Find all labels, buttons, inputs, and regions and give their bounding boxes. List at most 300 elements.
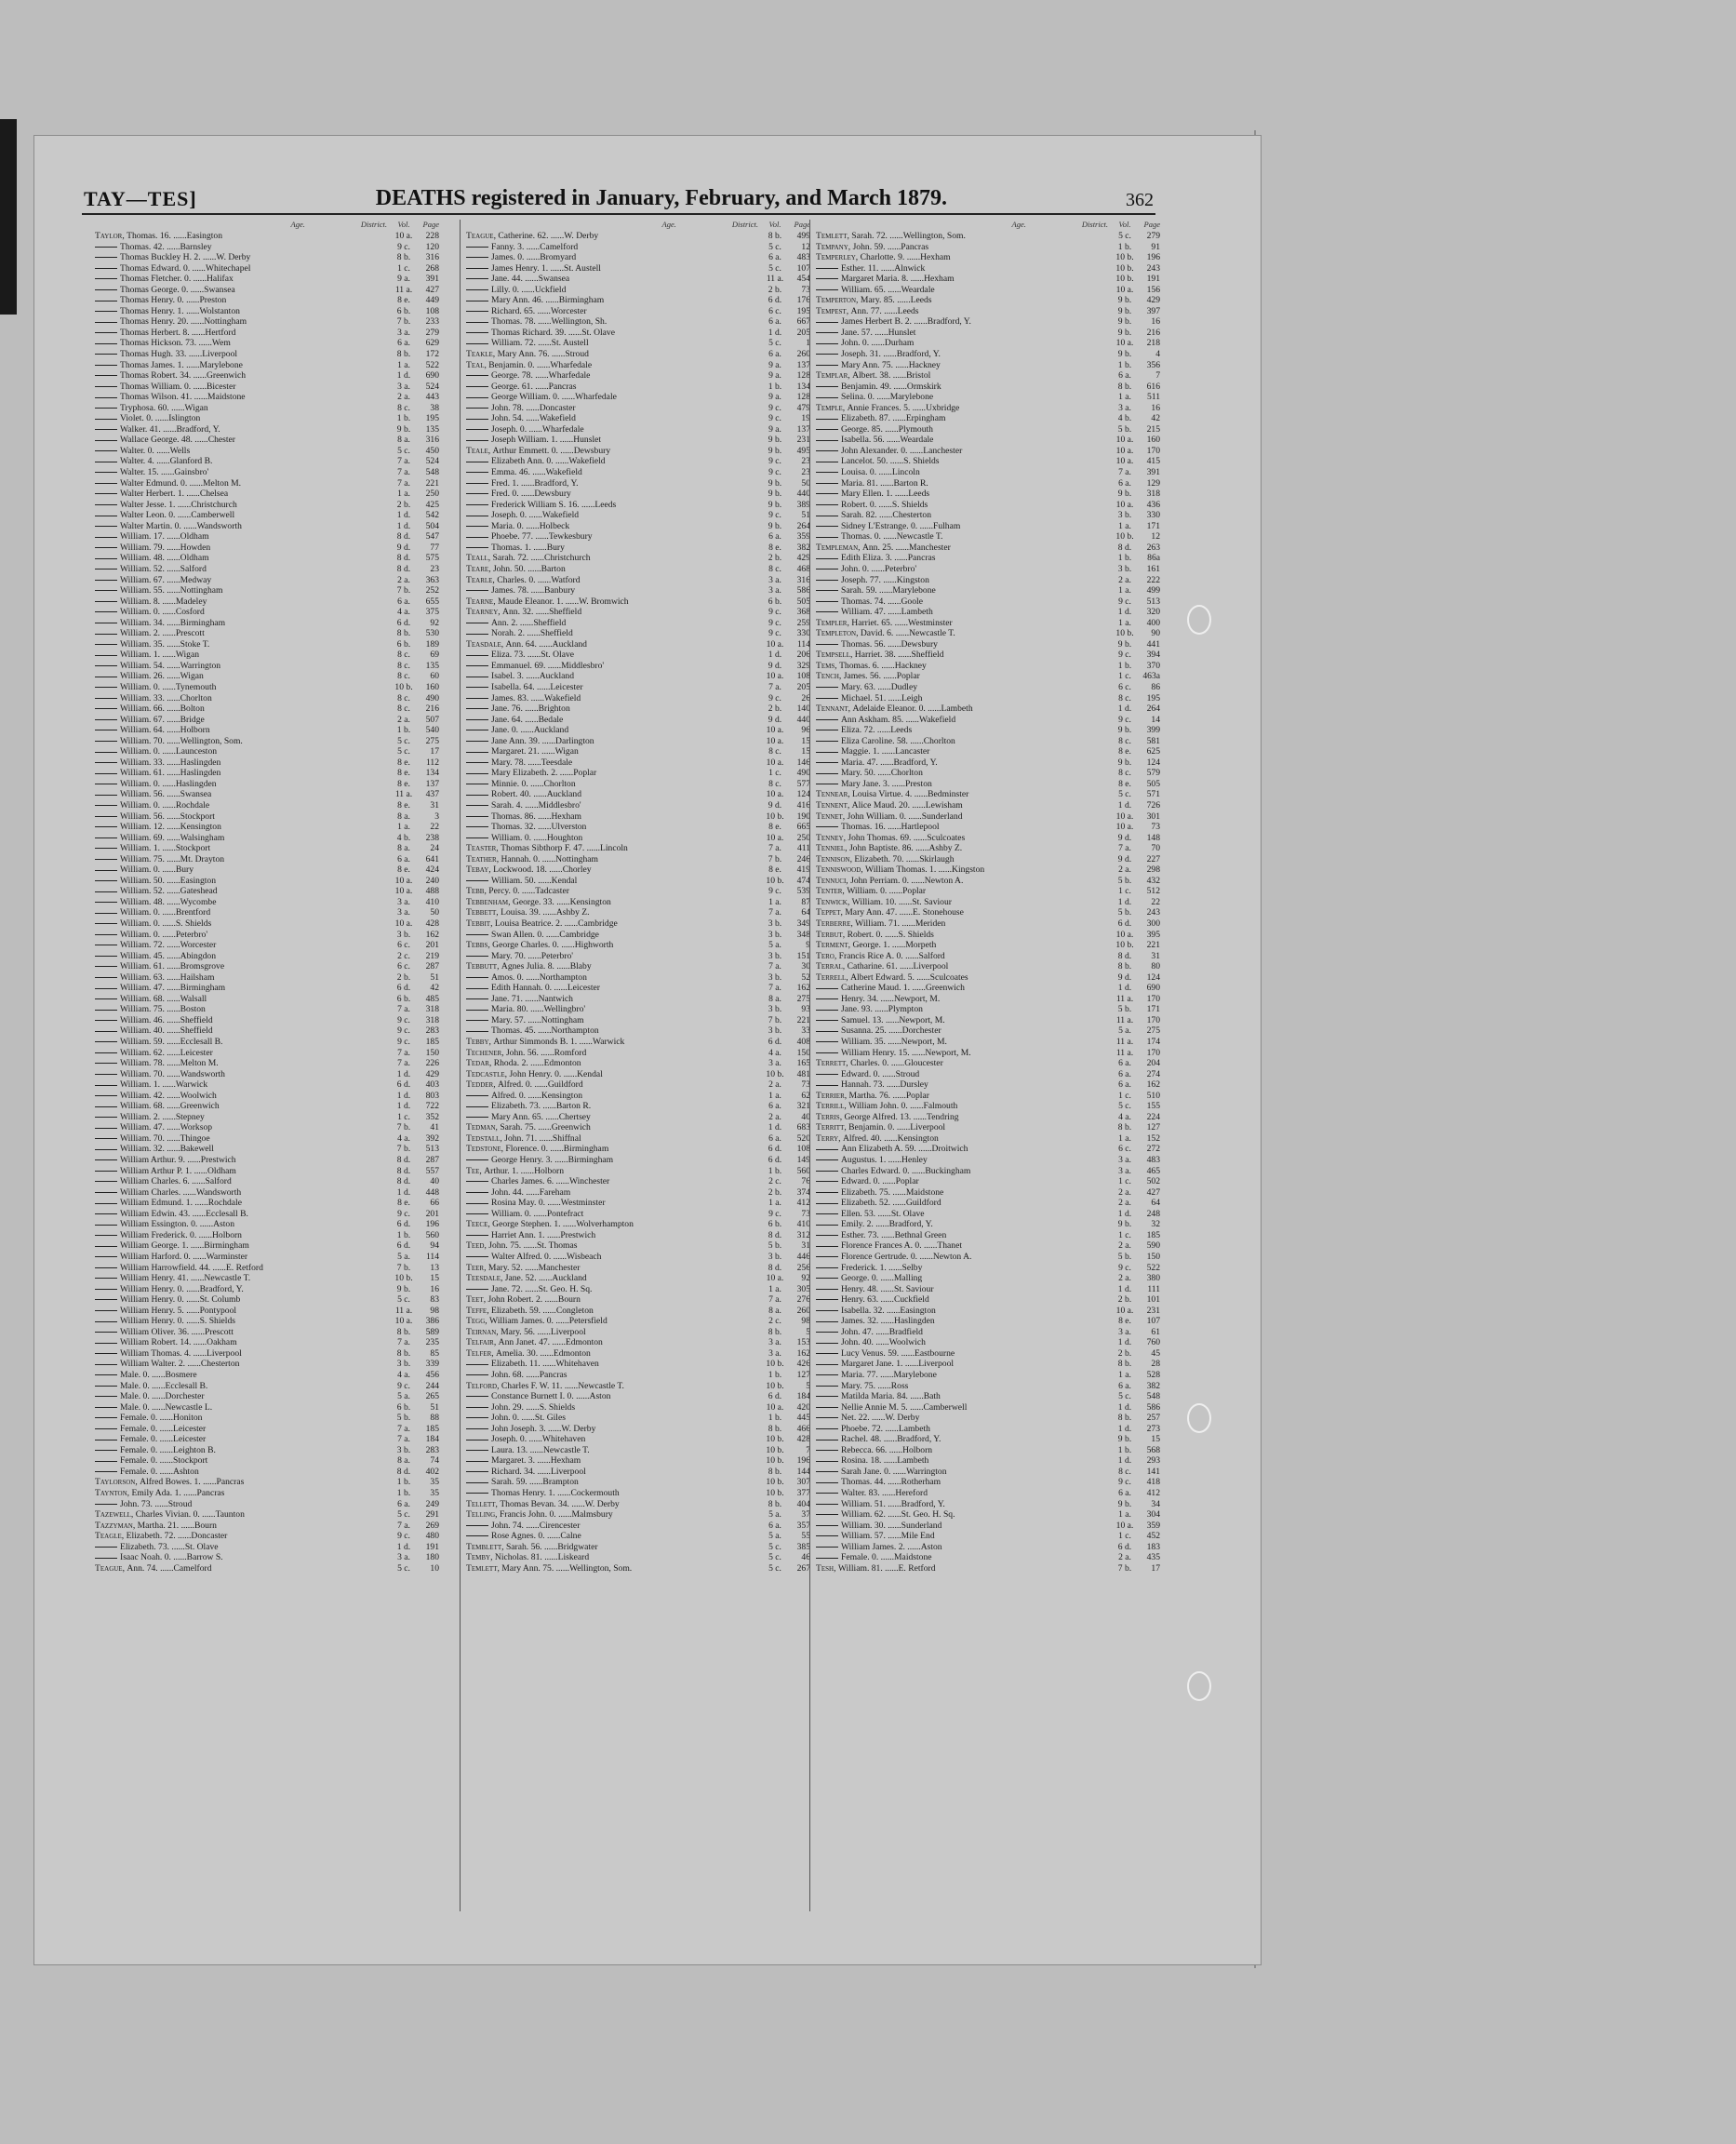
age: 72. [517,553,531,564]
district: ......Bury [162,864,194,876]
register-entry [466,940,810,951]
volume: 7 a. [1118,843,1131,854]
age: 72. [153,940,167,951]
entry-text [816,650,1114,661]
given-names: Maria. [841,477,867,489]
entry-text [466,553,764,564]
given-names: Walter Martin. [120,520,175,531]
ditto-dash [466,634,488,635]
given-names: Joseph. [491,423,520,435]
district: ......Marylebone [876,392,934,403]
district: ......Ecclesall B. [152,1380,208,1391]
register-entry [95,961,439,972]
given-names: Joseph William. [491,435,552,446]
given-names: William. [120,704,154,715]
ditto-dash [466,977,488,978]
ditto-dash [95,1031,117,1032]
register-entry [466,263,810,275]
page-ref: 250 [425,489,439,500]
register-entry [466,1144,810,1155]
entry-text [95,1467,393,1478]
ditto-dash [95,1547,117,1548]
page-ref: 180 [425,1552,439,1563]
age: 43. [179,1208,193,1219]
page-ref: 35 [430,1477,439,1488]
entry-text [466,1284,764,1295]
register-entry [466,596,810,608]
district: ......Kensington [527,1090,583,1101]
district: ......Sunderland [908,811,963,822]
page-ref: 411 [796,843,810,854]
volume: 5 c. [768,262,781,274]
surname: Tedman, [466,1122,501,1133]
age: 0. [899,811,909,822]
page-ref: 32 [1151,1219,1160,1230]
district: ......Stroud [551,349,589,360]
district: ......Doncaster [178,1531,228,1542]
given-names: Sarah. [505,1541,531,1552]
volume: 9 b. [1117,757,1132,768]
volume: 9 a. [768,423,781,435]
age: 40. [519,789,534,800]
age: 0. [153,681,163,692]
district: ......Worksop [167,1122,213,1133]
surname: Tempest, [816,305,851,316]
given-names: Male. [120,1391,143,1402]
given-names: Male. [120,1369,143,1380]
volume: 3 b. [768,1004,782,1015]
register-entry [95,1381,439,1392]
page-ref: 98 [430,1305,439,1316]
age: 1. [879,1155,888,1166]
district: ......Petersfield [555,1316,608,1327]
page-ref: 402 [425,1466,439,1477]
volume: 6 c. [1118,1144,1131,1155]
given-names: Sarah. [841,585,866,596]
entry-text [95,316,393,328]
page-ref: 522 [425,359,439,370]
ditto-dash [816,419,838,420]
given-names: Martha. [848,1090,880,1101]
volume: 8 d. [396,563,411,574]
volume: 8 e. [1118,778,1131,789]
district: ......Bradford, Y. [888,1498,945,1509]
given-names: Violet. [120,413,147,424]
surname: Taynton, [95,1487,132,1498]
age: 0. [142,1401,153,1413]
age: 47. [874,607,888,618]
surname: Tennison, [816,853,855,864]
volume: 1 d. [396,510,411,521]
age: 3. [885,553,895,564]
page-ref: 152 [1146,1132,1160,1144]
given-names: Albert Edward. [850,972,908,983]
register-entry [466,704,810,715]
volume: 9 a. [768,370,781,382]
surname: Tearney, [466,607,503,618]
page-ref: 86a [1147,553,1160,564]
given-names: Mary Ann. [845,907,887,918]
district: ......Leicester [159,1423,207,1434]
age: 74. [512,1520,527,1531]
entry-text [95,1037,393,1048]
register-entry [95,822,439,833]
page-ref: 483 [796,252,810,263]
volume: 9 c. [768,456,781,467]
district: ......Poplar [559,768,597,779]
register-entry [95,779,439,790]
page-ref: 348 [796,929,810,940]
register-entry [466,1455,810,1467]
age: 81. [871,1562,886,1574]
entry-text [95,907,393,918]
age: 0. [902,1165,912,1176]
age: 1. [168,499,178,510]
volume: 6 a. [768,349,781,360]
ditto-dash [95,386,117,387]
entry-text [816,403,1114,414]
age: 0. [541,1144,551,1155]
ditto-dash [816,1213,838,1214]
given-names: Thomas Robert. [120,370,180,382]
district: ......Ecclesall B. [192,1208,248,1219]
district: ......Islington [154,413,201,424]
surname: Teesdale, [466,1273,505,1284]
district: ......Pancras [183,1487,225,1498]
given-names: William. [120,822,154,833]
given-names: Thomas Hickson. [120,338,186,349]
age: 73. [140,1498,155,1509]
age: 55. [153,585,167,596]
volume: 8 d. [396,531,411,543]
age: 77. [869,574,884,585]
entry-text [466,521,764,532]
district: ......S. Shields [878,499,928,510]
ditto-dash [466,1417,488,1418]
district: ......St. Austell [538,338,589,349]
age: 0. [873,1176,883,1187]
district: ......Auckland [539,638,587,650]
surname: Tedar, [466,1058,494,1069]
entry-text [95,1144,393,1155]
volume: 6 d. [768,1037,782,1048]
entry-text [466,1455,764,1467]
entry-text [95,1434,393,1445]
entry-text [816,1316,1114,1327]
given-names: Walter Jesse. [120,499,169,510]
entry-text [466,628,764,639]
register-entry [816,1477,1160,1488]
district: ......E. Retford [212,1262,263,1273]
given-names: John. [841,338,862,349]
volume: 5 c. [768,241,781,252]
given-names: James. [491,585,518,596]
age: 26. [153,671,167,682]
register-entry [466,1069,810,1080]
register-entry [95,1122,439,1133]
ditto-dash [95,1074,117,1075]
volume: 8 b. [1117,1359,1132,1370]
district: ......Wellington, Sh. [538,316,608,328]
district: ......Swansea [525,274,570,285]
entry-text [816,661,1114,672]
page-number: 362 [1126,190,1154,210]
page-ref: 183 [1146,1541,1160,1552]
given-names: Edward. [841,1176,874,1187]
age: 0. [153,746,163,757]
given-names: Emmanuel. [491,660,535,671]
ditto-dash [466,1450,488,1451]
age: 73. [529,1101,543,1112]
page-ref: 7 [806,1444,810,1455]
district: ......Walsingham [167,832,225,843]
surname: Tearle, [466,574,498,585]
page-ref: 298 [1146,864,1160,876]
volume: 8 e. [768,542,781,553]
entry-text [95,1402,393,1414]
given-names: Edith Hannah. [491,983,545,994]
register-entry [95,1488,439,1499]
page-ref: 510 [1146,1090,1160,1101]
district: ......Wells [156,445,191,456]
ditto-dash [95,1020,117,1021]
register-entry [95,263,439,275]
surname: Terrett, [816,1058,851,1069]
register-entry [816,811,1160,823]
district: ......Middlesbro' [547,660,605,671]
page-ref: 69 [430,650,439,661]
page-ref: 589 [425,1326,439,1337]
ditto-dash [466,1106,488,1107]
given-names: George Henry. [491,1155,546,1166]
ditto-dash [95,1504,117,1505]
volume: 10 b. [766,1380,784,1391]
age: 47. [573,843,587,854]
page-ref: 195 [796,305,810,316]
age: 65. [874,284,888,295]
district: ......Lincoln [878,467,920,478]
given-names: William. [120,886,154,897]
page-ref: 250 [796,832,810,843]
ditto-dash [95,257,117,258]
volume: 4 a. [768,1047,781,1058]
district: ......Kendal [563,1068,603,1079]
district: ......Wharfedale [561,392,617,403]
page-ref: 120 [425,241,439,252]
volume: 8 b. [1117,961,1132,972]
district: ......Highworth [561,940,614,951]
district: ......W. Derby [203,252,251,263]
given-names: George William. [491,392,554,403]
entry-text [466,1219,764,1230]
page-ref: 524 [425,456,439,467]
register-entry [466,994,810,1005]
district: ......Buckingham [911,1165,971,1176]
register-entry [466,500,810,511]
entry-text [466,435,764,446]
district: ......Banbury [530,585,576,596]
age: 1. [174,1487,184,1498]
register-entry [466,1370,810,1381]
register-entry [816,983,1160,994]
page-ref: 370 [1146,660,1160,671]
page-ref: 511 [1146,392,1160,403]
district: ......Leighton B. [159,1444,216,1455]
ditto-dash [466,1203,488,1204]
district: ......Barrow S. [173,1552,223,1563]
given-names: Female. [120,1455,152,1467]
page-ref: 191 [1146,274,1160,285]
entry-text [816,435,1114,446]
register-entry [95,478,439,489]
district: ......W. Derby [548,1423,596,1434]
entry-text [95,392,393,403]
volume: 6 b. [768,1219,782,1230]
surname: Teague, [466,231,499,241]
page-ref: 520 [796,1132,810,1144]
given-names: George. [841,1273,872,1284]
ditto-dash [466,493,488,494]
district: ......St. Geo. H. Sq. [525,1283,593,1294]
age: 40. [861,1337,876,1348]
age: 0. [527,359,537,370]
age: 6. [872,660,882,671]
given-names: William. [120,692,154,704]
entry-text [95,918,393,930]
given-names: Richard. [491,1466,525,1477]
age: 74. [874,596,888,607]
ditto-dash [95,1256,117,1257]
given-names: Henry. [841,1294,868,1306]
page-ref: 73 [801,1079,810,1091]
age: 65. [531,1111,546,1122]
given-names: Sarah Jane. [841,1466,885,1477]
register-entry [95,1015,439,1026]
volume: 1 c. [397,1111,410,1122]
entry-text [816,1306,1114,1317]
surname: Terrier, [816,1090,849,1101]
register-entry [466,1133,810,1145]
page-ref: 512 [1146,886,1160,897]
age: 72. [872,1423,886,1434]
district: ......Fareham [526,1186,571,1198]
volume: 9 c. [768,886,781,897]
ditto-dash [466,762,488,763]
entry-text [95,478,393,489]
register-entry [816,1209,1160,1220]
page-ref: 141 [1146,1466,1160,1477]
surname: Teasdale, [466,638,506,650]
age: 0. [519,423,529,435]
entry-text [95,1413,393,1424]
page-ref: 92 [801,1273,810,1284]
page-ref: 128 [796,392,810,403]
entry-text [466,682,764,693]
given-names: William. [120,1068,154,1079]
age: 31. [869,349,884,360]
entry-text [95,779,393,790]
volume: 9 b. [768,445,782,456]
register-entry [466,650,810,661]
district: ......Pontefract [533,1208,584,1219]
district: ......Liverpool [896,1122,946,1133]
entry-text [95,263,393,275]
age: 61. [153,961,167,972]
age: 0. [513,886,522,897]
ditto-dash [95,1396,117,1397]
age: 0. [191,1219,200,1230]
age-heading: Age. [661,220,676,230]
age: 36. [178,1326,192,1337]
volume: 8 d. [768,1262,782,1273]
page-ref: 90 [1151,628,1160,639]
register-entry [816,1240,1160,1252]
age: 1. [929,864,939,876]
district: ......Peterbro' [162,929,208,940]
given-names: John Robert. [487,1294,536,1306]
age: 75. [863,1380,878,1391]
page-ref: 201 [425,940,439,951]
entry-text [95,500,393,511]
age: 52. [879,1198,893,1209]
age: 56. [869,671,884,682]
district: ......Poplar [892,1090,929,1101]
entry-text [816,424,1114,436]
page-ref: 128 [796,370,810,382]
given-names: William Oliver. [120,1326,179,1337]
district: ......Nantwich [525,993,573,1004]
given-names: Robert. [841,499,870,510]
register-entry [95,693,439,704]
page-ref: 446 [796,1251,810,1262]
column-headings [466,220,810,231]
volume: 6 d. [396,1240,411,1252]
district: ......Bradford, Y. [520,477,579,489]
register-entry [816,500,1160,511]
page-ref: 586 [796,585,810,596]
ditto-dash [95,537,117,538]
register-entry [466,1499,810,1510]
entry-text [816,596,1114,608]
register-entry [466,789,810,800]
ditto-dash [816,1085,838,1086]
given-names: Female. [120,1466,152,1477]
page-ref: 436 [1146,499,1160,510]
given-names: John Perriam. [850,875,902,886]
volume: 8 b. [768,231,782,241]
volume: 10 a. [766,1273,784,1284]
register-entry [816,1542,1160,1553]
age: 0. [142,1369,153,1380]
district: ......Wakefield [532,467,582,478]
district: ......Romford [541,1047,587,1058]
age: 45. [524,1025,539,1037]
ditto-dash [816,289,838,290]
age: 5. [177,1305,187,1316]
page-ref: 502 [1146,1176,1160,1187]
given-names: Maria. [841,1369,867,1380]
register-entry [816,349,1160,360]
ditto-dash [95,644,117,645]
entry-text [95,1359,393,1370]
ditto-dash [95,440,117,441]
age: 65. [524,305,538,316]
ditto-dash [466,278,488,279]
ditto-dash [466,332,488,333]
given-names: Alfred. [491,1090,519,1101]
district: ......Wellington, Som. [167,735,243,746]
register-entry [816,521,1160,532]
